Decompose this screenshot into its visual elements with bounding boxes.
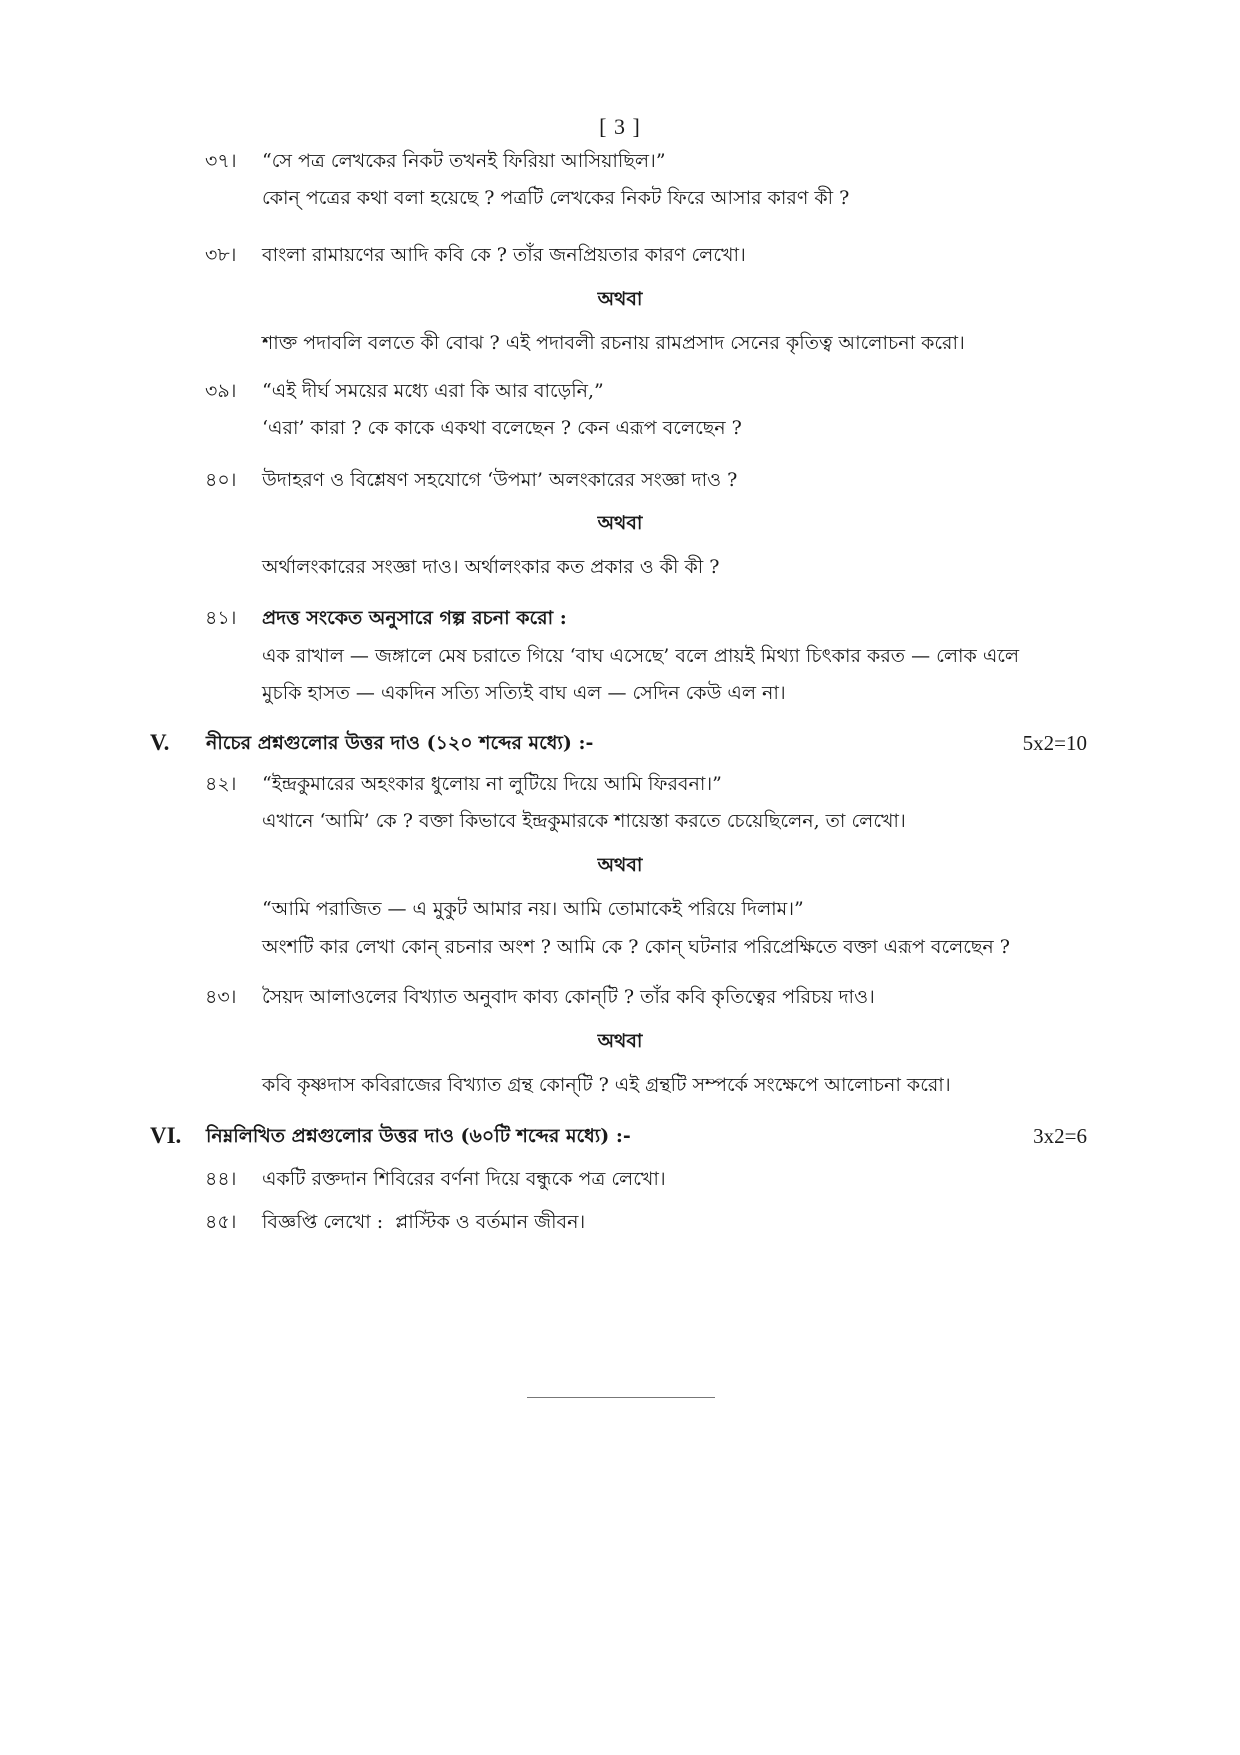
page-number: [ 3 ] xyxy=(599,114,641,139)
alternative-question-text: অংশটি কার লেখা কোন্ রচনার অংশ ? আমি কে ? কোন্ ঘটনার পরিপ্রেক্ষিতে বক্তা এরূপ বলেছেন ? xyxy=(262,936,1010,958)
question-quote: “সে পত্র লেখকের নিকট তখনই ফিরিয়া আসিয়াছিল।” xyxy=(262,150,666,172)
question-quote: “এই দীর্ঘ সময়ের মধ্যে এরা কি আর বাড়েনি,” xyxy=(262,380,604,402)
or-divider: অথবা xyxy=(597,854,643,876)
section-number: VI. xyxy=(150,1123,182,1148)
story-outline-line: এক রাখাল — জঙ্গালে মেষ চরাতে গিয়ে ‘বাঘ এসেছে’ বলে প্রায়ই মিথ্যা চিৎকার করত — লোক এলে xyxy=(262,645,1020,667)
end-of-page-rule xyxy=(527,1397,715,1398)
question-number: ৪০। xyxy=(205,469,237,491)
section-marks: 3x2=6 xyxy=(1033,1124,1087,1148)
alternative-question-text: শাক্ত পদাবলি বলতে কী বোঝ ? এই পদাবলী রচনায় রামপ্রসাদ সেনের কৃতিত্ব আলোচনা করো। xyxy=(262,332,965,354)
alternative-question-text: অর্থালংকারের সংজ্ঞা দাও। অর্থালংকার কত প্রকার ও কী কী ? xyxy=(262,556,720,578)
story-outline-line: মুচকি হাসত — একদিন সত্যি সত্যিই বাঘ এল — সেদিন কেউ এল না। xyxy=(262,682,786,704)
question-number: ৪১। xyxy=(205,607,237,629)
section-number: V. xyxy=(150,730,170,755)
alternative-question-quote: “আমি পরাজিত — এ মুকুট আমার নয়। আমি তোমাকেই পরিয়ে দিলাম।” xyxy=(262,898,804,920)
question-number: ৩৭। xyxy=(205,150,237,172)
question-text: বিজ্ঞপ্তি লেখো : প্লাস্টিক ও বর্তমান জীবন। xyxy=(262,1211,586,1233)
section-marks: 5x2=10 xyxy=(1022,731,1087,755)
question-text: বাংলা রামায়ণের আদি কবি কে ? তাঁর জনপ্রিয়তার কারণ লেখো। xyxy=(262,244,746,266)
question-text: উদাহরণ ও বিশ্লেষণ সহযোগে ‘উপমা’ অলংকারের সংজ্ঞা দাও ? xyxy=(262,469,738,491)
question-text: একটি রক্তদান শিবিরের বর্ণনা দিয়ে বন্ধুকে পত্র লেখো। xyxy=(262,1168,666,1190)
or-divider: অথবা xyxy=(597,1030,643,1052)
alternative-question-text: কবি কৃষ্ণদাস কবিরাজের বিখ্যাত গ্রন্থ কোন্‌টি ? এই গ্রন্থটি সম্পর্কে সংক্ষেপে আলোচনা করো। xyxy=(262,1074,951,1096)
section-title: নীচের প্রশ্নগুলোর উত্তর দাও (১২০ শব্দের মধ্যে) :- xyxy=(206,732,594,754)
question-number: ৩৯। xyxy=(205,380,237,402)
question-text: কোন্ পত্রের কথা বলা হয়েছে ? পত্রটি লেখকের নিকট ফিরে আসার কারণ কী ? xyxy=(262,187,850,209)
question-number: ৪২। xyxy=(205,773,237,795)
or-divider: অথবা xyxy=(597,512,643,534)
question-number: ৪৪। xyxy=(205,1168,237,1190)
question-text: ‘এরা’ কারা ? কে কাকে একথা বলেছেন ? কেন এরূপ বলেছেন ? xyxy=(262,417,742,439)
question-instruction: প্রদত্ত সংকেত অনুসারে গল্প রচনা করো : xyxy=(262,607,567,629)
question-number: ৪৩। xyxy=(205,986,237,1008)
question-text: এখানে ‘আমি’ কে ? বক্তা কিভাবে ইন্দ্রকুমারকে শায়েস্তা করতে চেয়েছিলেন, তা লেখো। xyxy=(262,810,906,832)
question-number: ৪৫। xyxy=(205,1211,237,1233)
question-text: সৈয়দ আলাওলের বিখ্যাত অনুবাদ কাব্য কোন্‌টি ? তাঁর কবি কৃতিত্বের পরিচয় দাও। xyxy=(262,986,875,1008)
question-quote: “ইন্দ্রকুমারের অহংকার ধুলোয় না লুটিয়ে দিয়ে আমি ফিরবনা।” xyxy=(262,773,722,795)
section-title: নিম্নলিখিত প্রশ্নগুলোর উত্তর দাও (৬০টি শব্দের মধ্যে) :- xyxy=(206,1125,631,1147)
question-number: ৩৮। xyxy=(205,244,237,266)
or-divider: অথবা xyxy=(597,288,643,310)
